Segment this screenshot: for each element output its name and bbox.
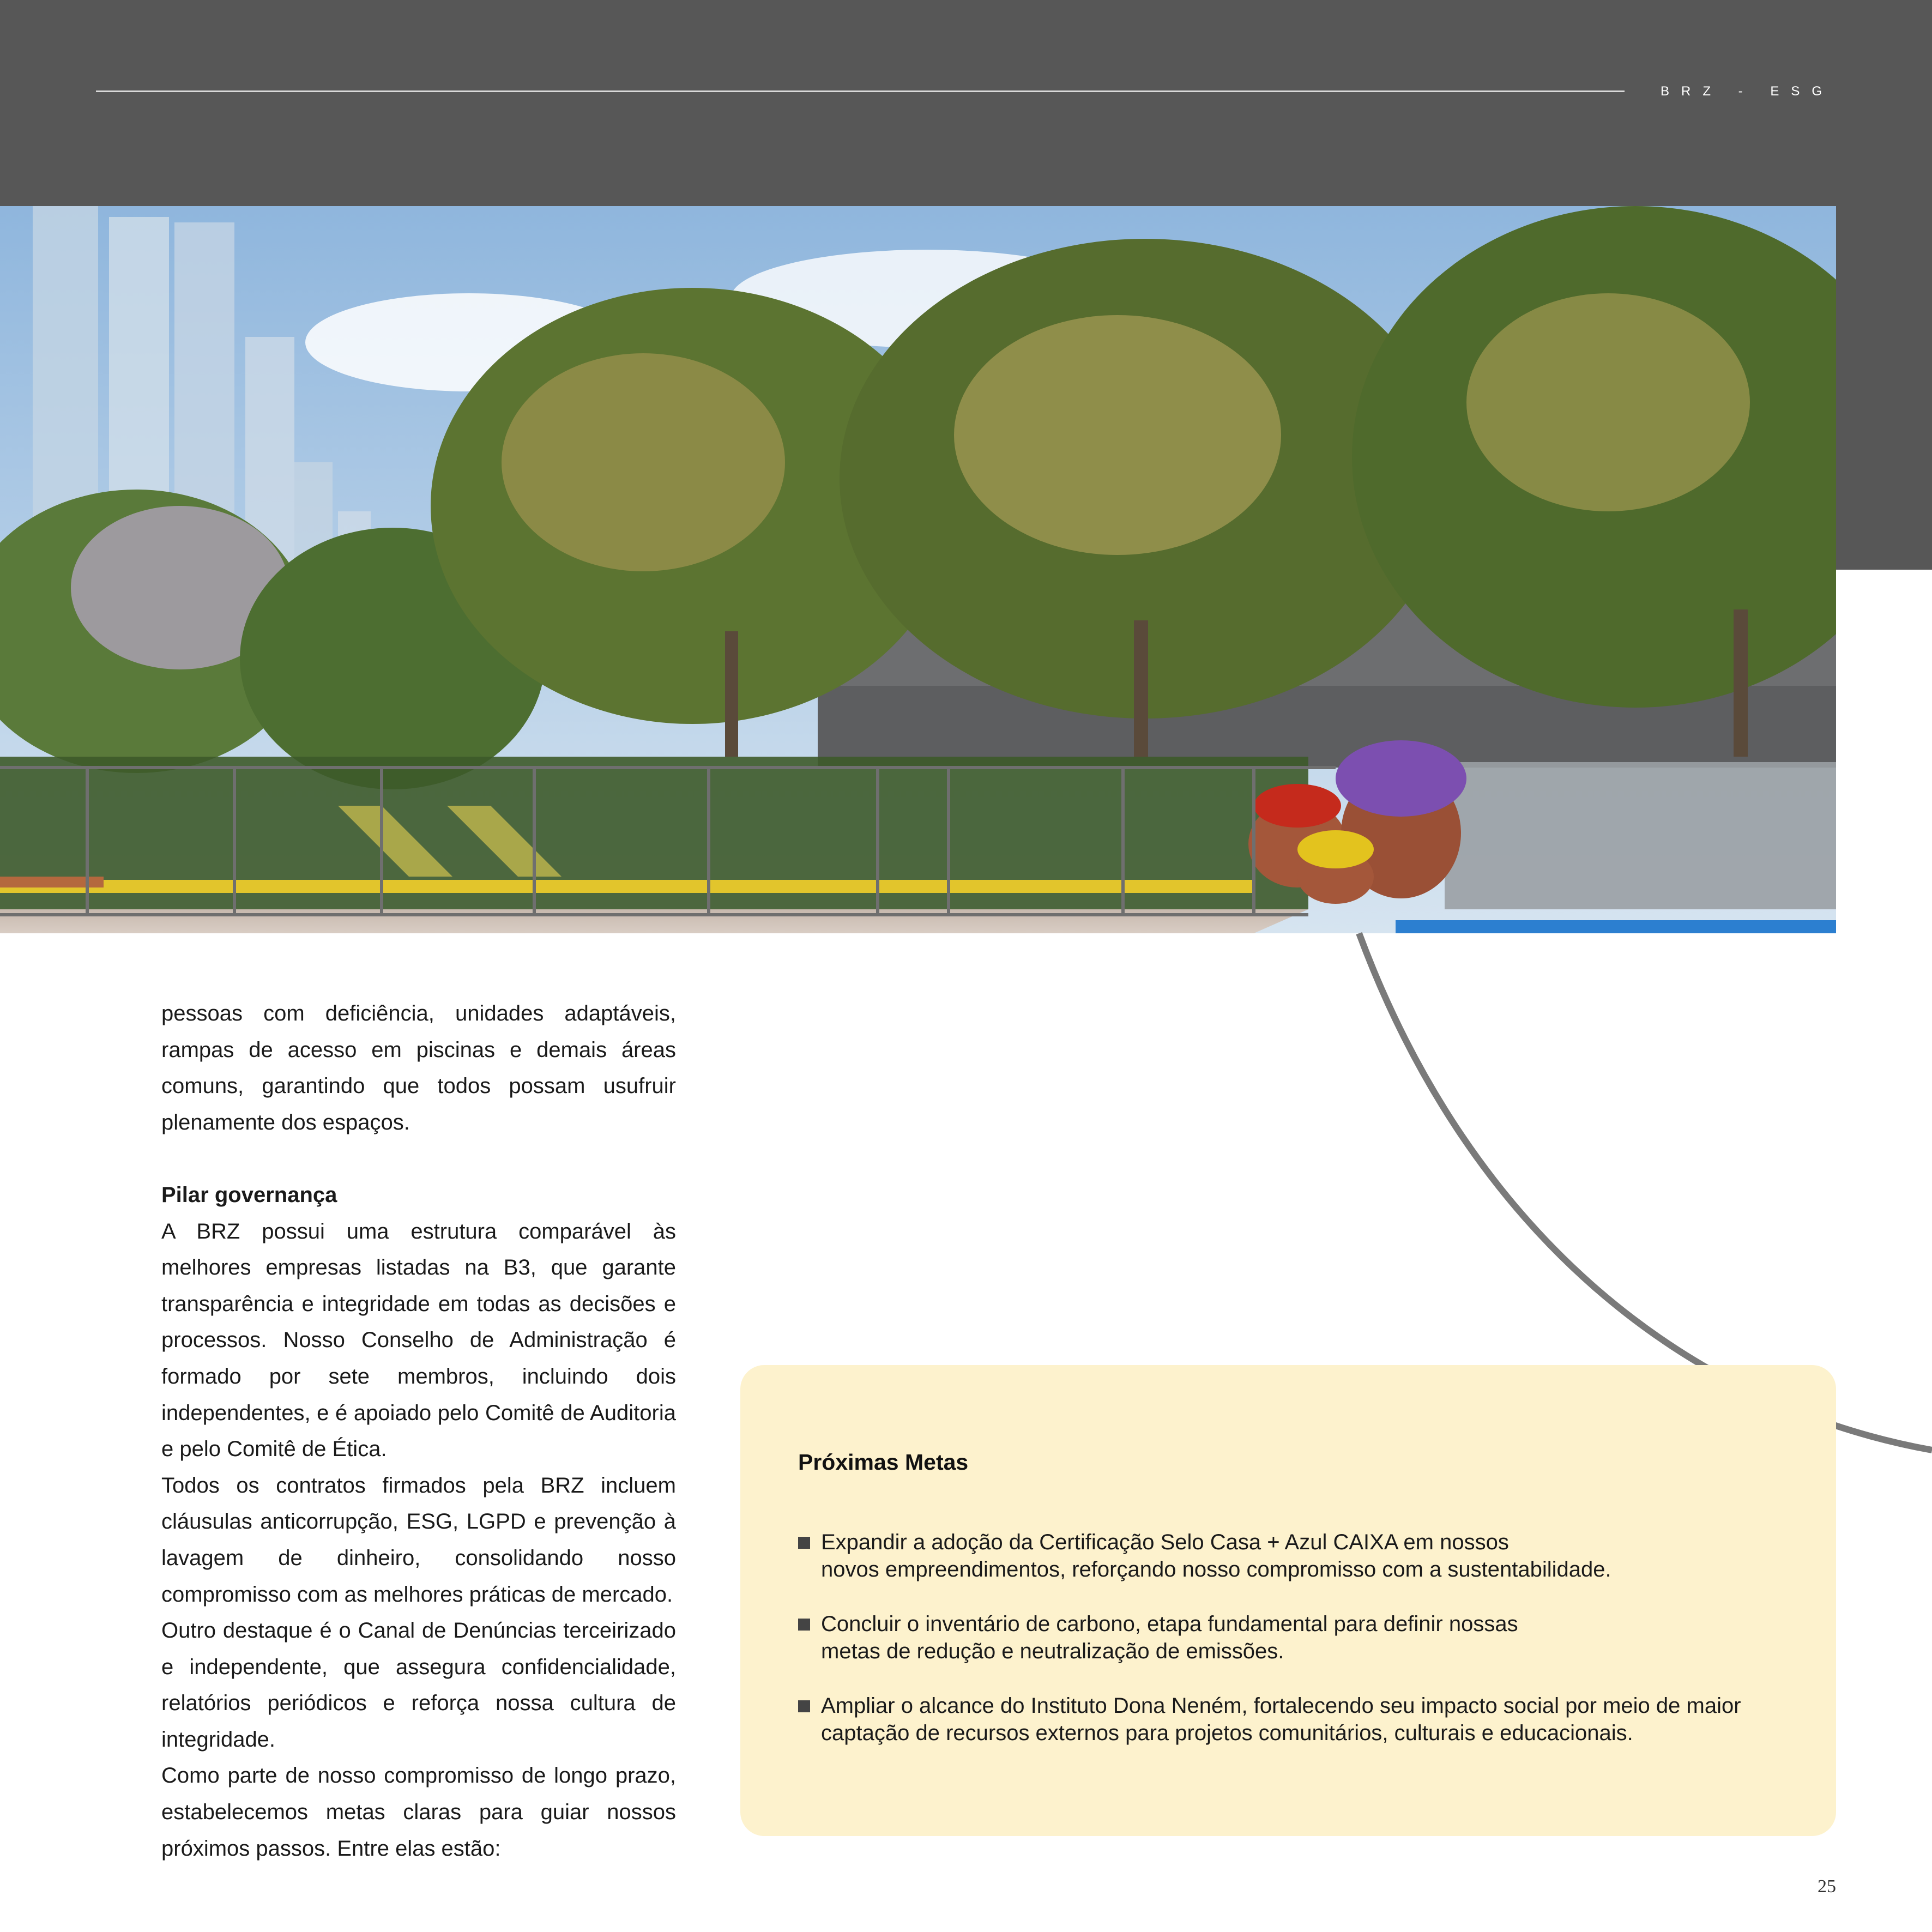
header-rule — [96, 90, 1625, 92]
header-brand: BRZ - ESG — [1661, 84, 1834, 99]
goals-title: Próximas Metas — [798, 1450, 969, 1475]
hero-photo — [0, 206, 1836, 933]
goal-item — [798, 1692, 1812, 1747]
header-band — [0, 0, 1932, 206]
intro-paragraph: pessoas com deficiência, unidades adaptáveis, rampas de acesso em piscinas e demais áreas comuns, garantindo que todos possam usufruir plenamente dos espaços. — [161, 1001, 676, 1134]
goal-line: captação de recursos externos para projetos comunitários, culturais e educacionais. — [821, 1721, 1633, 1745]
goal-line: novos empreendimentos, reforçando nosso compromisso com a sustentabilidade. — [821, 1557, 1611, 1581]
goal-line: metas de redução e neutralização de emissões. — [821, 1639, 1284, 1663]
square-bullet-icon — [798, 1619, 810, 1631]
side-band — [1836, 206, 1932, 570]
section-heading: Pilar governança — [161, 1182, 337, 1207]
goal-line: Ampliar o alcance do Instituto Dona Neném, fortalecendo seu impacto social por meio de maior — [821, 1694, 1741, 1718]
spacer — [161, 1140, 676, 1177]
goal-item — [798, 1529, 1812, 1583]
paragraph-2: Todos os contratos firmados pela BRZ incluem cláusulas anticorrupção, ESG, LGPD e prevenção à lavagem de dinheiro, consolidando nosso compromisso com as melhores práticas de mercado. — [161, 1473, 676, 1607]
goals-box — [740, 1365, 1836, 1836]
landscape-photo-icon — [0, 206, 1836, 933]
goal-item — [798, 1610, 1812, 1665]
goal-line: Concluir o inventário de carbono, etapa fundamental para definir nossas — [821, 1612, 1518, 1636]
goals-list — [798, 1529, 1812, 1774]
page-number: 25 — [1818, 1876, 1836, 1897]
paragraph-4: Como parte de nosso compromisso de longo prazo, estabelecemos metas claras para guiar nossos próximos passos. Entre elas estão: — [161, 1764, 676, 1861]
body-text — [161, 995, 676, 1867]
square-bullet-icon — [798, 1537, 810, 1549]
square-bullet-icon — [798, 1700, 810, 1712]
paragraph-1: A BRZ possui uma estrutura comparável às melhores empresas listadas na B3, que garante transparência e integridade em todas as decisões e processos. Nosso Conselho de Administração é formado por sete membros, incluindo dois independentes, e é apoiado pelo Comitê de Auditoria e pelo Comitê de Ética. — [161, 1219, 676, 1462]
goal-line: Expandir a adoção da Certificação Selo Casa + Azul CAIXA em nossos — [821, 1530, 1509, 1554]
paragraph-3: Outro destaque é o Canal de Denúncias terceirizado e independente, que assegura confidencialidade, relatórios periódicos e reforça nossa cultura de integridade. — [161, 1619, 676, 1752]
